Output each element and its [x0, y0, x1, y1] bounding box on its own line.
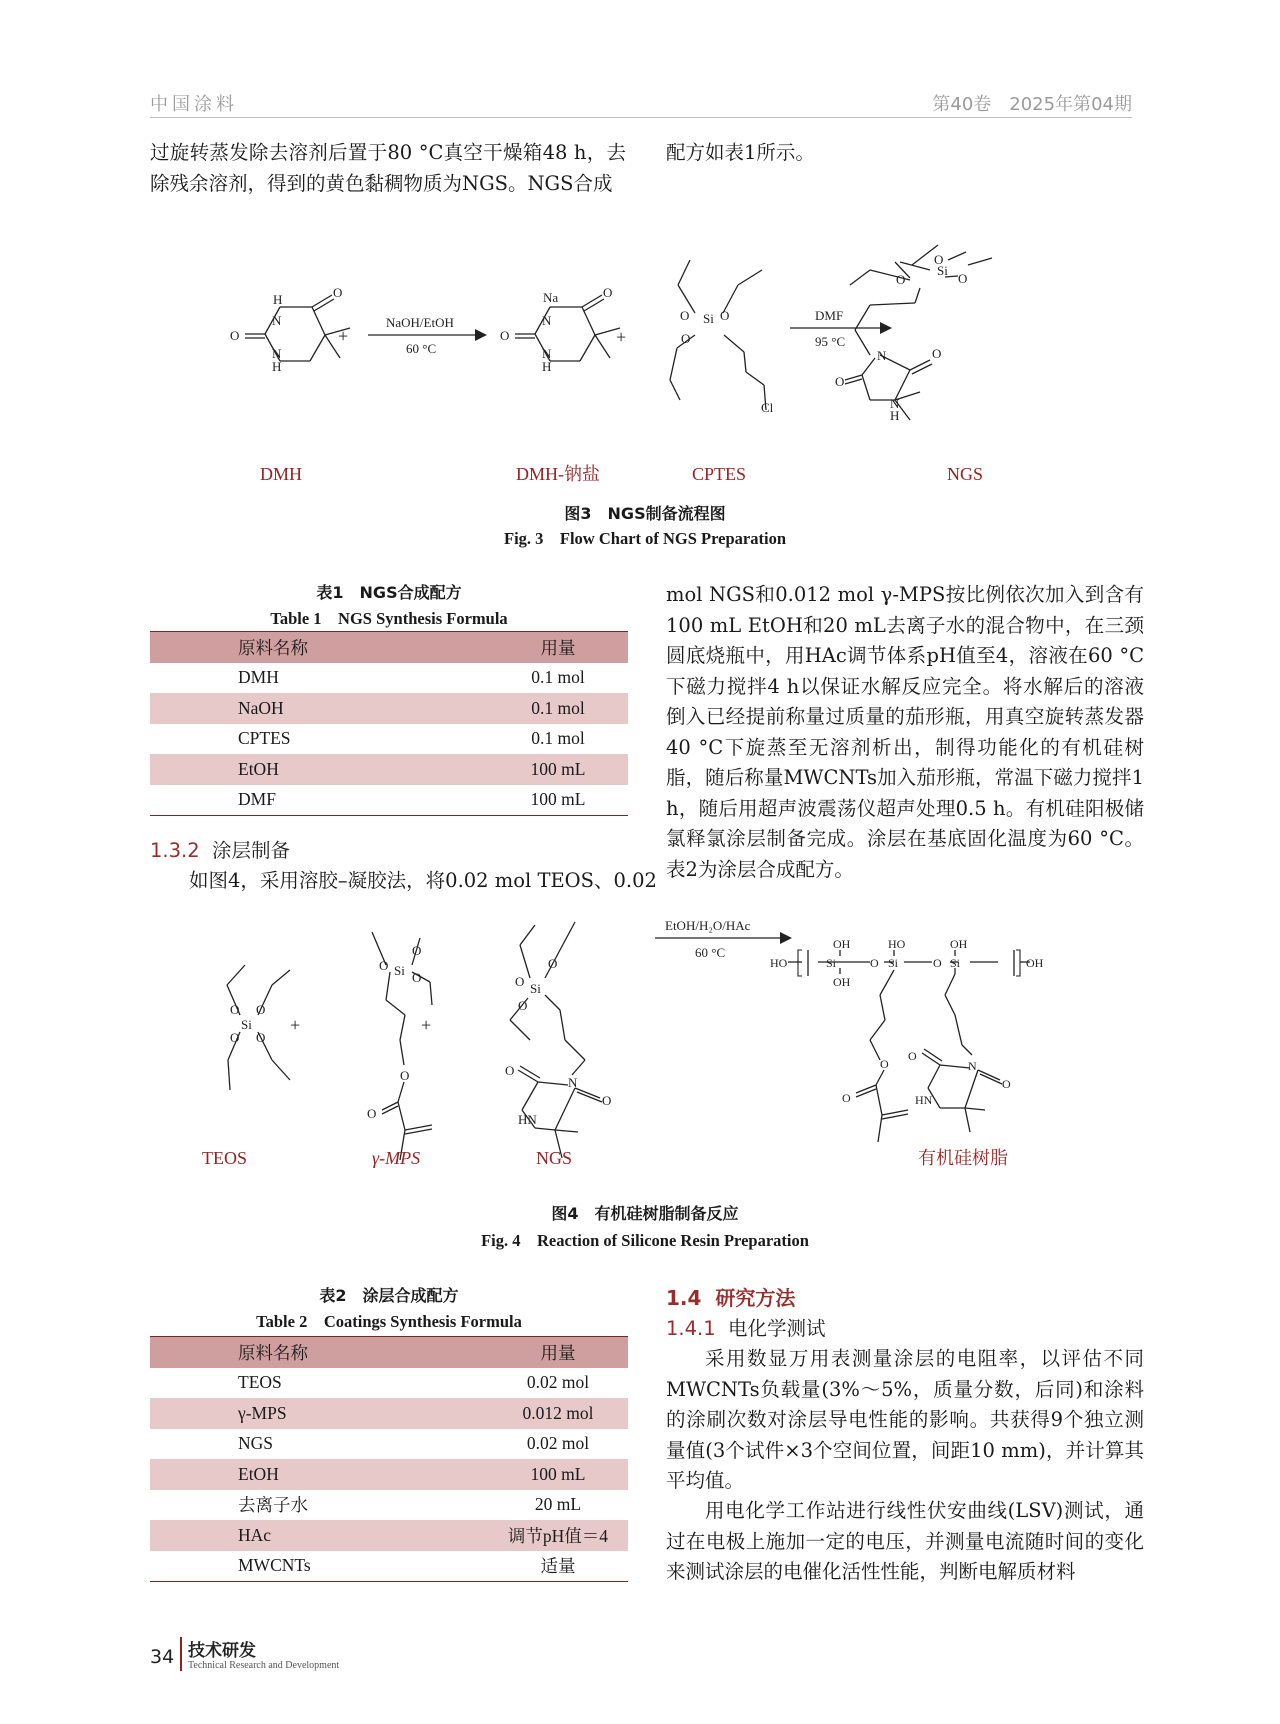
table-cell: EtOH [150, 754, 448, 785]
fig3-caption-cn: 图3 NGS制备流程图 [564, 504, 726, 523]
fig4-label-resin: 有机硅树脂 [918, 1148, 1008, 1168]
fig3-label-dmh: DMH [260, 464, 303, 484]
section-number: 1.4 [666, 1286, 702, 1310]
svg-text:OH: OH [950, 937, 968, 951]
svg-text:Cl: Cl [761, 400, 774, 415]
svg-text:N: N [542, 313, 552, 328]
table-cell: 0.02 mol [526, 1372, 590, 1393]
paragraph-1-4-1-a: 采用数显万用表测量涂层的电阻率，以评估不同MWCNTs负载量(3%～5%，质量分数，后同)和涂料的涂刷次数对涂层导电性能的影响。共获得9个独立测量值(3个试件×3个空间位置，间距10 mm)，并计算其平均值。 [666, 1347, 1144, 1492]
table-cell: 0.1 mol [448, 693, 628, 724]
table-row [150, 1398, 628, 1429]
table-row [150, 693, 628, 724]
svg-text:O: O [515, 974, 525, 989]
table-cell: MWCNTs [150, 1551, 448, 1582]
table2-caption-cn: 表2 涂层合成配方 [319, 1286, 459, 1305]
table2-header-amount: 用量 [448, 1337, 628, 1368]
table2-caption-en: Table 2 Coatings Synthesis Formula [256, 1312, 522, 1331]
svg-text:O: O [958, 271, 968, 286]
issue-info: 第40卷 2025年第04期 [932, 94, 1132, 115]
svg-text:O: O [379, 958, 389, 973]
section-heading-1-4-1 [666, 1313, 826, 1341]
svg-text:O: O [548, 956, 558, 971]
table-cell: NaOH [150, 693, 448, 724]
svg-text:O: O [880, 1057, 889, 1071]
table-cell: 100 mL [448, 785, 628, 816]
svg-text:O: O [230, 1002, 240, 1017]
table1-header-material: 原料名称 [150, 632, 448, 663]
svg-text:Si: Si [530, 981, 541, 996]
svg-text:Si: Si [950, 956, 961, 970]
svg-text:O: O [602, 1093, 612, 1108]
fig3-scheme [150, 240, 1140, 500]
svg-text:+: + [290, 1015, 301, 1035]
table-cell: 100 mL [448, 1459, 628, 1490]
svg-text:HN: HN [915, 1093, 933, 1107]
svg-text:O: O [518, 998, 528, 1013]
table-cell: TEOS [238, 1372, 282, 1393]
table-row [150, 1368, 628, 1399]
table-row [150, 1520, 628, 1551]
svg-text:N: N [568, 1075, 578, 1090]
svg-text:O: O [230, 1030, 240, 1045]
svg-text:O: O [934, 252, 944, 267]
section-title: 涂层制备 [212, 839, 291, 862]
svg-text:HN: HN [518, 1112, 537, 1127]
svg-text:O: O [230, 328, 240, 343]
svg-text:Si: Si [826, 956, 837, 970]
svg-text:HO: HO [770, 956, 788, 970]
svg-text:O: O [333, 285, 343, 300]
table-row [150, 785, 628, 816]
paragraph-top-left: 过旋转蒸发除去溶剂后置于80 °C真空干燥箱48 h，去除残余溶剂，得到的黄色黏稠物质为NGS。NGS合成 [150, 141, 626, 195]
table-row [150, 663, 628, 694]
table2-header-material: 原料名称 [150, 1337, 448, 1368]
section-title: 研究方法 [715, 1286, 796, 1310]
table-row [150, 1459, 628, 1490]
table-cell: DMF [150, 785, 448, 816]
table2 [150, 1336, 628, 1582]
table-cell: 适量 [448, 1551, 628, 1582]
table-cell: 0.1 mol [531, 667, 585, 688]
fig3-cond1-top: NaOH/EtOH [386, 315, 454, 330]
svg-text:Si: Si [937, 263, 948, 278]
svg-text:Si: Si [241, 1017, 252, 1032]
fig4-cond-bottom: 60 °C [695, 945, 726, 960]
svg-text:O: O [256, 1030, 266, 1045]
svg-text:O: O [933, 956, 942, 970]
paragraph-1-4-1-b: 用电化学工作站进行线性伏安曲线(LSV)测试，通过在电极上施加一定的电压，并测量电流随时间的变化来测试涂层的电催化活性性能，判断电解质材料 [666, 1499, 1144, 1583]
svg-text:+: + [338, 326, 349, 346]
fig4-scheme-main [150, 910, 1140, 1200]
svg-text:OH: OH [833, 975, 851, 989]
svg-text:H: H [542, 359, 552, 374]
svg-text:O: O [412, 970, 422, 985]
fig3-cond2-bottom: 95 °C [815, 334, 846, 349]
svg-text:O: O [256, 1002, 266, 1017]
svg-text:N: N [877, 348, 887, 363]
fig3-label-ngs: NGS [947, 464, 984, 484]
table1-caption-en: Table 1 NGS Synthesis Formula [270, 609, 508, 628]
svg-text:O: O [908, 1049, 917, 1063]
svg-text:Si: Si [394, 963, 405, 978]
page-number: 34 [150, 1646, 175, 1668]
svg-text:O: O [367, 1106, 377, 1121]
svg-text:N: N [890, 396, 900, 411]
paragraph-1-3-2-left: 如图4，采用溶胶–凝胶法，将0.02 mol TEOS、0.02 [189, 869, 657, 892]
section-heading-1-3-2 [150, 835, 290, 863]
table-cell: 调节pH值＝4 [448, 1520, 628, 1551]
svg-text:O: O [896, 272, 906, 287]
table-row [150, 754, 628, 785]
fig3-label-dmh-na: DMH-钠盐 [516, 464, 600, 484]
footer-section-cn: 技术研发 [188, 1641, 256, 1661]
journal-name: 中国涂料 [150, 94, 238, 115]
fig3-cond1-bottom: 60 °C [406, 341, 437, 356]
svg-text:O: O [720, 308, 730, 323]
table-cell: 0.1 mol [531, 728, 585, 749]
table-cell: γ-MPS [150, 1398, 448, 1429]
fig4-caption-cn: 图4 有机硅树脂制备反应 [551, 1204, 739, 1223]
svg-text:Na: Na [543, 290, 559, 305]
table-row [150, 1551, 628, 1582]
table-cell: DMH [238, 667, 279, 688]
fig3-label-cptes: CPTES [692, 464, 747, 484]
svg-text:O: O [681, 331, 691, 346]
section-heading-1-4 [666, 1282, 795, 1311]
table-row [150, 724, 628, 755]
svg-text:+: + [616, 327, 627, 347]
footer-section-en: Technical Research and Development [188, 1660, 340, 1671]
section-title: 电化学测试 [728, 1317, 826, 1340]
svg-text:O: O [842, 1091, 851, 1105]
fig4-cond-top: EtOH/H₂O/HAc [665, 918, 751, 933]
svg-text:H: H [890, 408, 900, 423]
table-cell: CPTES [238, 728, 291, 749]
table-cell: HAc [150, 1520, 448, 1551]
footer-divider [180, 1637, 182, 1671]
svg-text:OH: OH [1026, 956, 1044, 970]
table1 [150, 631, 628, 816]
svg-text:O: O [835, 374, 845, 389]
svg-text:N: N [542, 346, 552, 361]
paragraph-right-mid: mol NGS和0.012 mol γ-MPS按比例依次加入到含有100 mL EtOH和20 mL去离子水的混合物中，在三颈圆底烧瓶中，用HAc调节体系pH值至4，溶液在60 °C下磁力搅拌4 h以保证水解反应完全。将水解后的溶液倒入已经提前称量过质量的茄形瓶，用真空旋转蒸发器40 °C下旋蒸至无溶剂析出，制得功能化的有机硅树脂，随后称量MWCNTs加入茄形瓶，常温下磁力搅拌1 h，随后用超声波震荡仪超声处理0.5 h。有机硅阳极储氯释氯涂层制备完成。涂层在基底固化温度为60 °C。表2为涂层合成配方。 [666, 583, 1144, 881]
svg-text:O: O [870, 956, 879, 970]
svg-text:O: O [932, 346, 942, 361]
svg-text:OH: OH [833, 937, 851, 951]
table-cell: 20 mL [534, 1494, 582, 1515]
svg-text:O: O [1002, 1077, 1011, 1091]
fig4-label-mps: γ-MPS [372, 1148, 421, 1168]
fig3-cond2-top: DMF [815, 308, 844, 323]
table1-caption-cn: 表1 NGS合成配方 [316, 583, 462, 602]
svg-text:HO: HO [888, 937, 906, 951]
table-cell: 0.02 mol [526, 1433, 590, 1454]
fig4-label-teos: TEOS [202, 1148, 247, 1168]
paragraph-top-right: 配方如表1所示。 [666, 141, 815, 164]
svg-text:N: N [272, 313, 282, 328]
table-cell: 100 mL [448, 754, 628, 785]
svg-text:O: O [500, 328, 510, 343]
table-cell: 去离子水 [238, 1495, 308, 1516]
table1-header-amount: 用量 [448, 632, 628, 663]
svg-text:O: O [505, 1063, 515, 1078]
fig4-caption-en: Fig. 4 Reaction of Silicone Resin Preparation [481, 1231, 809, 1250]
table-cell: 0.012 mol [448, 1398, 628, 1429]
section-number: 1.4.1 [666, 1317, 716, 1340]
svg-text:O: O [412, 943, 422, 958]
svg-text:H: H [272, 359, 282, 374]
header-divider [150, 117, 1132, 118]
svg-text:H: H [273, 292, 283, 307]
svg-text:O: O [400, 1068, 410, 1083]
fig4-label-ngs: NGS [536, 1148, 573, 1168]
svg-text:N: N [272, 346, 282, 361]
table-cell: EtOH [150, 1459, 448, 1490]
fig3-caption-en: Fig. 3 Flow Chart of NGS Preparation [503, 529, 786, 548]
table-cell: NGS [238, 1433, 274, 1454]
table-row [150, 1429, 628, 1460]
section-number: 1.3.2 [150, 839, 200, 862]
svg-text:N: N [968, 1059, 977, 1073]
svg-text:Si: Si [703, 311, 714, 326]
svg-text:O: O [603, 285, 613, 300]
svg-text:+: + [421, 1015, 432, 1035]
svg-text:O: O [680, 308, 690, 323]
table-row [150, 1490, 628, 1521]
svg-text:Si: Si [888, 956, 899, 970]
